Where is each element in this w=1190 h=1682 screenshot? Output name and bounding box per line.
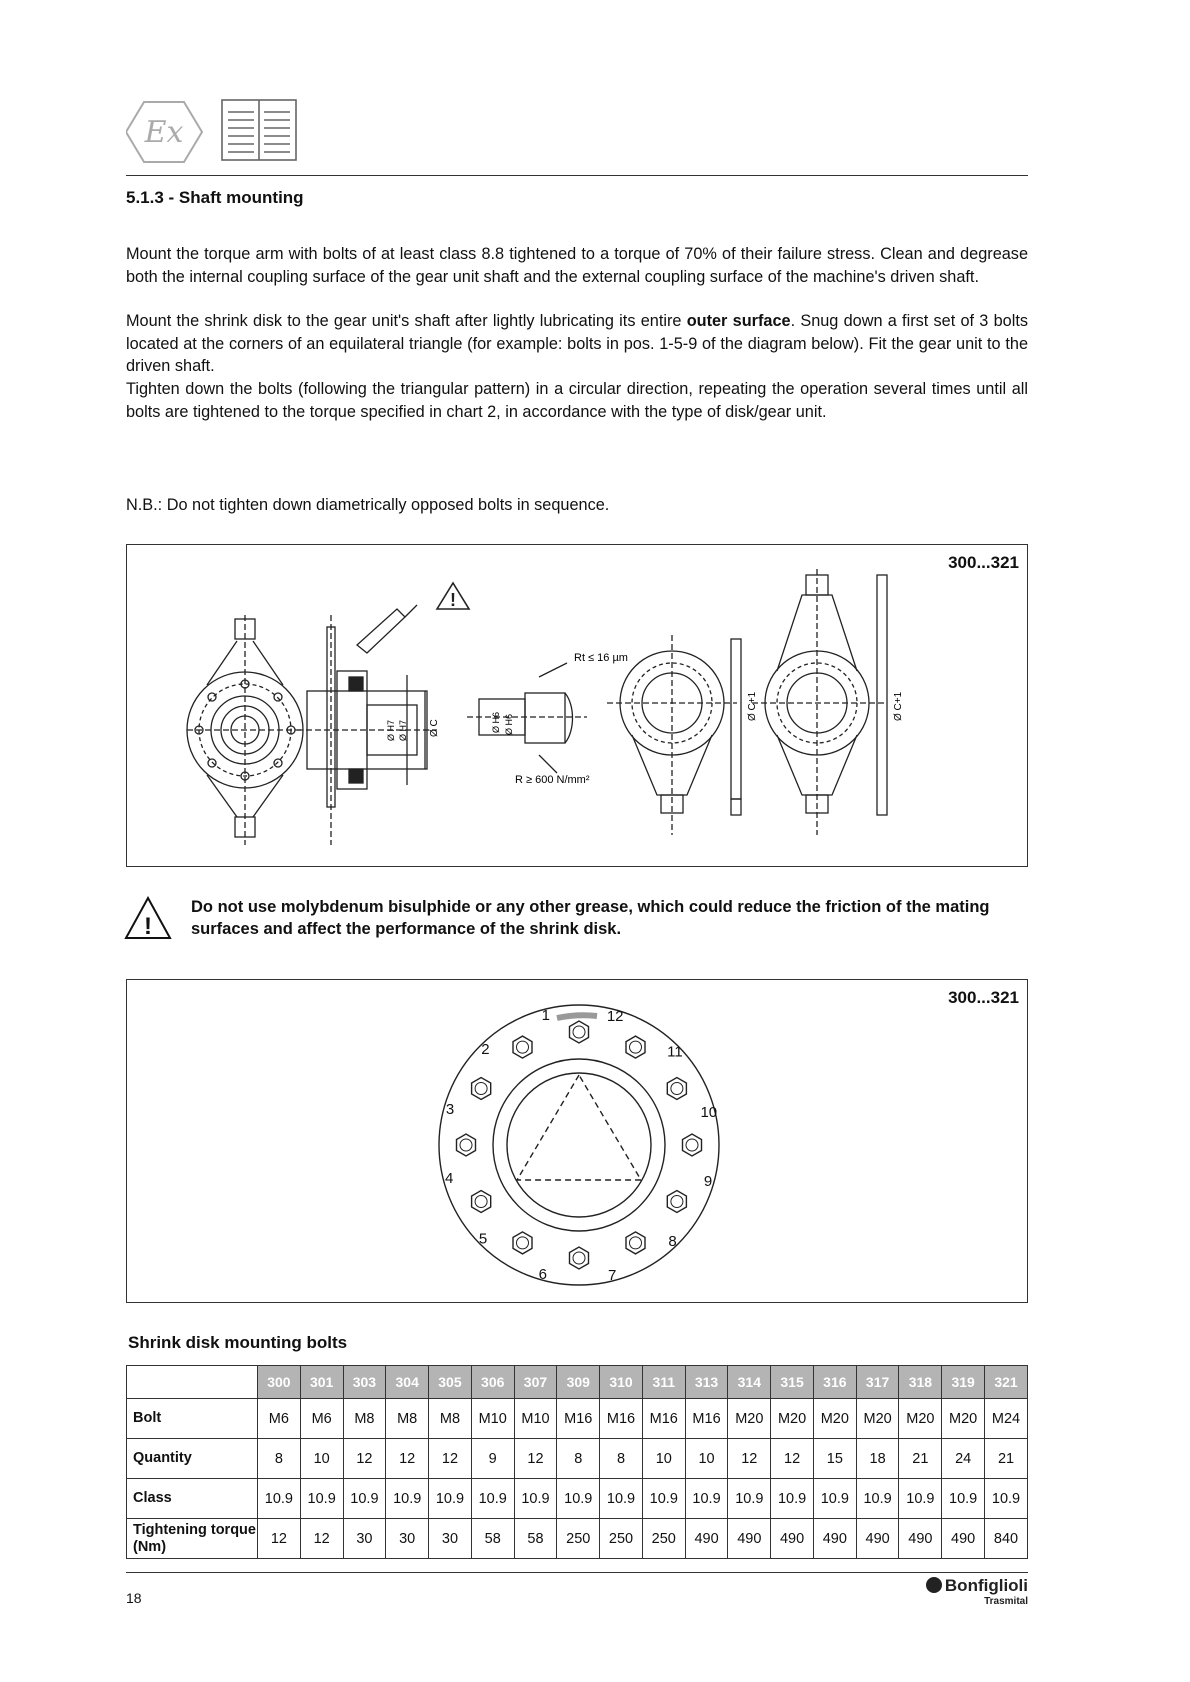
header-rule — [126, 175, 1028, 176]
dim-h7-a: Ø H7 — [386, 719, 396, 741]
atex-ex-icon — [126, 102, 202, 162]
bolt-number: 4 — [445, 1170, 454, 1188]
row-label: Tightening torque (Nm) — [127, 1519, 258, 1559]
table-cell: 12 — [258, 1519, 301, 1559]
table-cell: 10 — [300, 1439, 343, 1479]
table-cell: M16 — [557, 1399, 600, 1439]
bolt-hexagon-1 — [570, 1021, 589, 1043]
figure-1-label: 300...321 — [948, 553, 1019, 572]
bolt-hexagon-9 — [667, 1191, 686, 1213]
table-cell: 490 — [813, 1519, 856, 1559]
table-cell: 10.9 — [685, 1479, 728, 1519]
table-cell: 8 — [600, 1439, 643, 1479]
table-cell: 30 — [429, 1519, 472, 1559]
svg-text:Ex: Ex — [144, 115, 184, 150]
table-cell: 21 — [899, 1439, 942, 1479]
table-cell: 21 — [985, 1439, 1028, 1479]
table-cell: M8 — [429, 1399, 472, 1439]
table-cell: 490 — [942, 1519, 985, 1559]
column-header: 310 — [600, 1366, 643, 1399]
table-cell: 10.9 — [642, 1479, 685, 1519]
bolt-hole-9 — [671, 1196, 683, 1208]
bolt-hexagon-10 — [683, 1134, 702, 1156]
page-number: 18 — [126, 1590, 142, 1606]
bolt-hexagon-4 — [457, 1134, 476, 1156]
table-cell: M20 — [728, 1399, 771, 1439]
table-cell: 9 — [471, 1439, 514, 1479]
bolt-number: 10 — [700, 1103, 718, 1121]
table-title: Shrink disk mounting bolts — [128, 1333, 348, 1352]
table-cell: M10 — [514, 1399, 557, 1439]
dim-c1-a: Ø C+1 — [747, 691, 758, 721]
warning-text: Do not use molybdenum bisulphide or any other grease, which could reduce the friction of the mating surfaces and affect the performance of the shrink disk. — [191, 898, 990, 938]
column-header: 301 — [300, 1366, 343, 1399]
table-cell: 10.9 — [942, 1479, 985, 1519]
figure-bolt-sequence — [126, 979, 1028, 1303]
svg-text:!: ! — [450, 590, 456, 610]
table-cell: 12 — [514, 1439, 557, 1479]
column-header: 303 — [343, 1366, 386, 1399]
table-cell: 15 — [813, 1439, 856, 1479]
table-cell: M20 — [771, 1399, 814, 1439]
row-label: Quantity — [127, 1439, 258, 1479]
table-cell: 490 — [728, 1519, 771, 1559]
brand-mark-icon — [926, 1577, 942, 1593]
table-cell: 250 — [642, 1519, 685, 1559]
dim-c: Ø C — [429, 719, 440, 737]
bolt-number: 5 — [478, 1230, 488, 1248]
table-cell: 490 — [856, 1519, 899, 1559]
table-cell: M10 — [471, 1399, 514, 1439]
table-cell: M20 — [942, 1399, 985, 1439]
table-cell: 12 — [429, 1439, 472, 1479]
dim-h6-b: Ø H6 — [504, 713, 514, 735]
roughness-label: Rt ≤ 16 µm — [574, 652, 628, 664]
table-corner — [127, 1366, 258, 1399]
table-cell: 840 — [985, 1519, 1028, 1559]
header-icons — [126, 94, 306, 170]
paragraph-tighten: Tighten down the bolts (following the triangular pattern) in a circular direction, repeating the operation several times until all bolts are tightened to the torque specified in chart 2, in accordance with the type of disk/gear unit. — [126, 380, 1028, 421]
row-label: Bolt — [127, 1399, 258, 1439]
table-body — [127, 1399, 1028, 1559]
table-cell: 12 — [343, 1439, 386, 1479]
column-header: 317 — [856, 1366, 899, 1399]
brand-sub: Trasmital — [984, 1596, 1028, 1607]
bolts-table — [126, 1365, 1028, 1559]
table-cell: M16 — [685, 1399, 728, 1439]
shaft-section-view — [297, 615, 437, 845]
manual-book-icon — [222, 100, 296, 160]
column-header: 311 — [642, 1366, 685, 1399]
column-header: 313 — [685, 1366, 728, 1399]
table-cell: 490 — [685, 1519, 728, 1559]
brand-logo — [926, 1576, 1028, 1607]
table-cell: 490 — [899, 1519, 942, 1559]
paragraph-shrink-disk: Mount the shrink disk to the gear unit's shaft after lightly lubricating its entire outer surface. Snug down a first set of 3 bolts located at the corners of an equilateral triangle (for example: bolts in pos. 1-5-9 of the diagram below). Fit the gear unit to the driven shaft. — [126, 312, 1028, 376]
bolt-hole-2 — [517, 1041, 529, 1053]
table-cell: 18 — [856, 1439, 899, 1479]
column-header: 321 — [985, 1366, 1028, 1399]
bolt-number: 11 — [667, 1043, 683, 1061]
bolt-hole-6 — [517, 1237, 529, 1249]
bolt-hexagon-5 — [472, 1191, 491, 1213]
torque-arm-right-a — [607, 635, 741, 835]
oil-can-icon — [357, 605, 417, 653]
table-row — [127, 1479, 1028, 1519]
column-header: 318 — [899, 1366, 942, 1399]
table-cell: 10.9 — [899, 1479, 942, 1519]
bolt-number: 8 — [668, 1232, 677, 1250]
bolt-hexagon-8 — [626, 1232, 645, 1254]
table-cell: 10.9 — [343, 1479, 386, 1519]
column-header: 309 — [557, 1366, 600, 1399]
table-cell: 10.9 — [471, 1479, 514, 1519]
dim-h6: Ø H6 — [491, 711, 501, 733]
column-header: 304 — [386, 1366, 429, 1399]
warning-triangle-icon — [437, 583, 469, 610]
column-header: 314 — [728, 1366, 771, 1399]
column-header: 305 — [429, 1366, 472, 1399]
shaft-detail — [467, 663, 587, 773]
svg-text:!: ! — [144, 913, 152, 940]
table-cell: M6 — [258, 1399, 301, 1439]
bolt-hole-4 — [460, 1139, 472, 1151]
bolt-hole-8 — [630, 1237, 642, 1249]
bolt-sequence-drawing — [127, 980, 1027, 1302]
table-cell: 58 — [471, 1519, 514, 1559]
table-cell: 10.9 — [258, 1479, 301, 1519]
table-cell: M8 — [343, 1399, 386, 1439]
table-cell: 12 — [728, 1439, 771, 1479]
column-header: 307 — [514, 1366, 557, 1399]
table-cell: M16 — [642, 1399, 685, 1439]
dim-h7-b: Ø H7 — [398, 719, 408, 741]
footer-rule — [126, 1572, 1028, 1573]
column-header: 306 — [471, 1366, 514, 1399]
table-cell: 10.9 — [813, 1479, 856, 1519]
bolt-hexagon-6 — [513, 1232, 532, 1254]
bolt-number: 7 — [608, 1266, 617, 1284]
brand-name: Bonfiglioli — [944, 1576, 1028, 1595]
bolt-number: 2 — [481, 1041, 490, 1059]
torque-arm-right-b — [752, 569, 887, 835]
table-cell: 250 — [557, 1519, 600, 1559]
bolt-hole-5 — [475, 1196, 487, 1208]
bolt-hole-1 — [573, 1026, 585, 1038]
column-header: 315 — [771, 1366, 814, 1399]
figure-shaft-mounting — [126, 544, 1028, 867]
section-heading: 5.1.3 - Shaft mounting — [126, 188, 304, 207]
table-cell: 10.9 — [557, 1479, 600, 1519]
bolt-hexagons — [445, 1007, 717, 1284]
table-cell: M20 — [899, 1399, 942, 1439]
table-row — [127, 1439, 1028, 1479]
table-cell: 250 — [600, 1519, 643, 1559]
bolt-hole-3 — [475, 1083, 487, 1095]
table-cell: M16 — [600, 1399, 643, 1439]
table-cell: 10 — [685, 1439, 728, 1479]
torque-arm-front-view — [187, 615, 303, 845]
table-cell: 10.9 — [600, 1479, 643, 1519]
bolt-hexagon-2 — [513, 1036, 532, 1058]
bolt-hexagon-11 — [667, 1078, 686, 1100]
table-cell: 8 — [258, 1439, 301, 1479]
bolt-hole-12 — [630, 1041, 642, 1053]
table-cell: 58 — [514, 1519, 557, 1559]
table-cell: 490 — [771, 1519, 814, 1559]
bolt-hole-10 — [686, 1139, 698, 1151]
table-cell: 8 — [557, 1439, 600, 1479]
table-cell: 12 — [300, 1519, 343, 1559]
bolt-hexagon-3 — [472, 1078, 491, 1100]
table-cell: 10.9 — [514, 1479, 557, 1519]
bolt-hole-11 — [671, 1083, 683, 1095]
table-cell: 10.9 — [429, 1479, 472, 1519]
table-cell: 24 — [942, 1439, 985, 1479]
table-cell: M6 — [300, 1399, 343, 1439]
warning-icon — [124, 896, 174, 940]
table-cell: 30 — [343, 1519, 386, 1559]
table-cell: 30 — [386, 1519, 429, 1559]
table-cell: 12 — [771, 1439, 814, 1479]
table-cell: 10.9 — [771, 1479, 814, 1519]
table-cell: 10.9 — [985, 1479, 1028, 1519]
bolt-number: 9 — [703, 1173, 713, 1191]
table-cell: M20 — [856, 1399, 899, 1439]
row-label: Class — [127, 1479, 258, 1519]
bolt-number: 12 — [606, 1008, 624, 1025]
table-cell: 12 — [386, 1439, 429, 1479]
table-cell: 10.9 — [300, 1479, 343, 1519]
bolt-hexagon-12 — [626, 1036, 645, 1058]
table-cell: 10 — [642, 1439, 685, 1479]
strength-label: R ≥ 600 N/mm² — [515, 774, 590, 786]
table-row — [127, 1519, 1028, 1559]
bolt-number: 1 — [541, 1007, 550, 1025]
shaft-mounting-drawing — [127, 545, 1027, 866]
table-cell: 10.9 — [386, 1479, 429, 1519]
note-text: N.B.: Do not tighten down diametrically opposed bolts in sequence. — [126, 496, 610, 514]
table-row — [127, 1399, 1028, 1439]
column-header: 319 — [942, 1366, 985, 1399]
bolt-number: 6 — [538, 1266, 547, 1283]
table-cell: 10.9 — [728, 1479, 771, 1519]
paragraph-torque-arm: Mount the torque arm with bolts of at least class 8.8 tightened to a torque of 70% of their failure stress. Clean and degrease both the internal coupling surface of the gear unit shaft and the external coupling surface of the machine's driven shaft. — [126, 245, 1028, 286]
column-header: 316 — [813, 1366, 856, 1399]
table-cell: 10.9 — [856, 1479, 899, 1519]
dim-c1-b: Ø C+1 — [893, 691, 904, 721]
bolt-hexagon-7 — [570, 1247, 589, 1269]
table-cell: M20 — [813, 1399, 856, 1439]
bolt-number: 3 — [445, 1100, 455, 1118]
table-cell: M8 — [386, 1399, 429, 1439]
figure-2-label: 300...321 — [948, 988, 1019, 1007]
table-header-row — [127, 1366, 1028, 1399]
bolt-hole-7 — [573, 1252, 585, 1264]
column-header: 300 — [258, 1366, 301, 1399]
table-cell: M24 — [985, 1399, 1028, 1439]
